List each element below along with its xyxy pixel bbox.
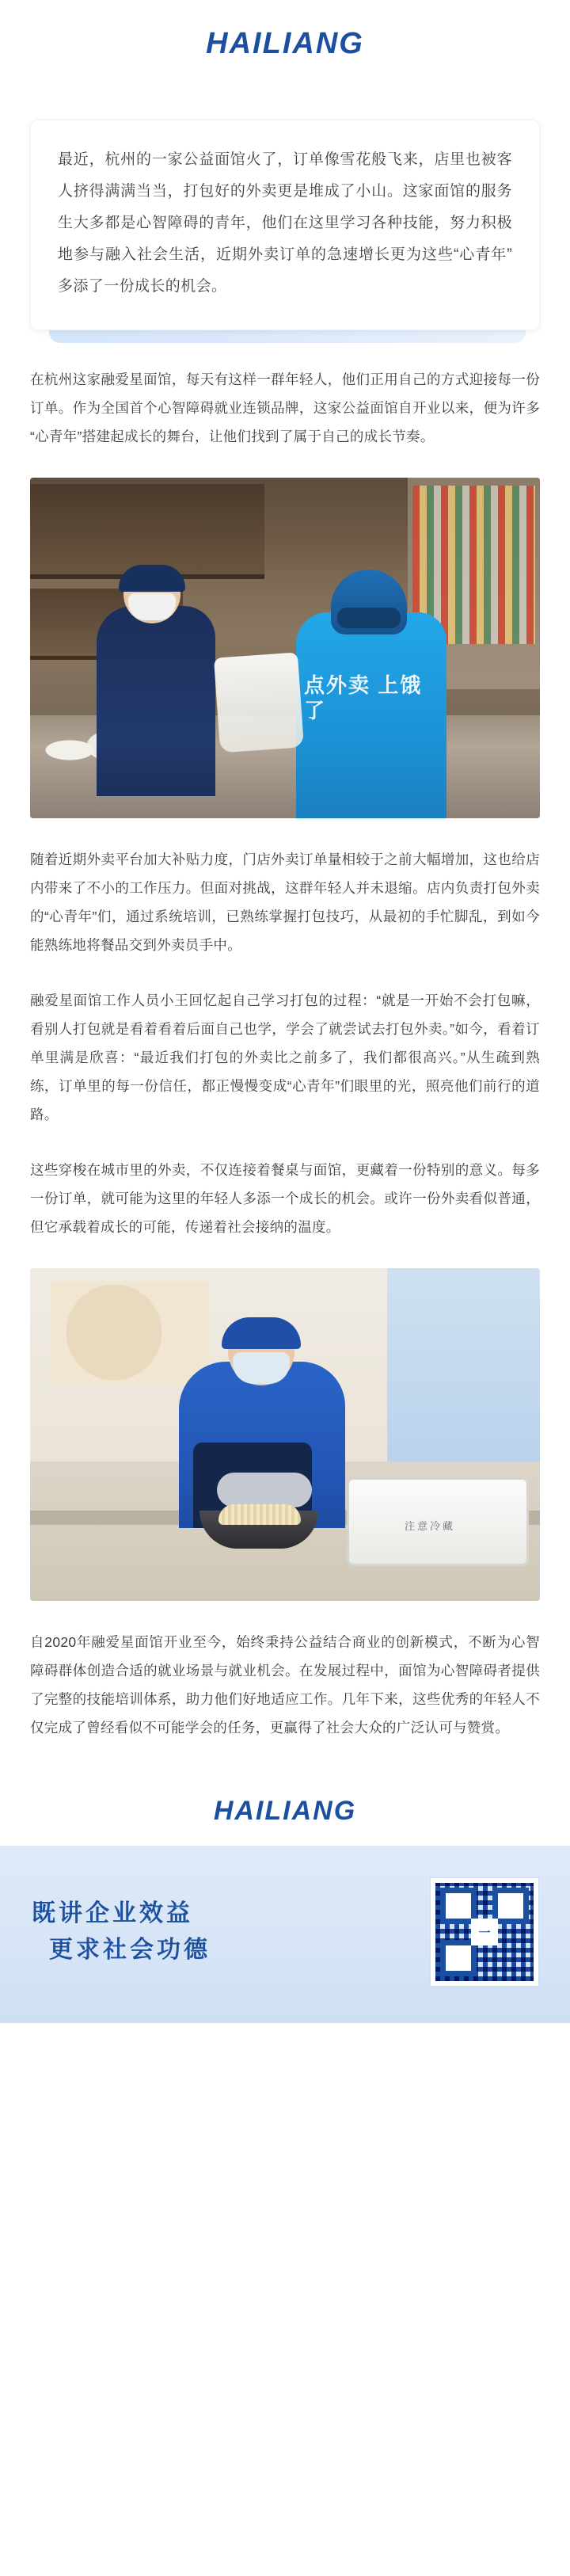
- photo1-rider-jacket-text: 点外卖 上饿了: [304, 673, 423, 722]
- photo2-noodles: [218, 1504, 301, 1525]
- photo1-staff-mask: [128, 593, 176, 620]
- footer-slogan: [32, 1896, 211, 1968]
- paragraph-4: 这些穿梭在城市里的外卖，不仅连接着餐桌与面馆，更藏着一份特别的意义。每多一份订单，就可能为这里的年轻人多添一个成长的机会。或许一份外卖看似普通，但它承载着成长的可能，传递着社会接纳的温度。: [30, 1162, 540, 1235]
- intro-callout: [30, 120, 540, 330]
- photo2-chef-mask: [233, 1352, 290, 1384]
- footer-band: [0, 1846, 570, 2023]
- shop-counter-rider-photo: [30, 478, 540, 818]
- brand-logo: HAILIANG: [206, 27, 364, 60]
- footer-logo-wrap: [0, 1796, 570, 1846]
- header: [0, 0, 570, 82]
- photo2-gloved-hands: [217, 1473, 312, 1507]
- photo2-blue-panel: [387, 1268, 540, 1461]
- footer-slogan-line-1: 既讲企业效益: [32, 1900, 193, 1926]
- photo1-staff-body: [97, 606, 215, 796]
- callout-card: [30, 120, 540, 330]
- photo2-tray-label: 注意冷藏: [404, 1520, 455, 1532]
- paragraph-3: 融爱星面馆工作人员小王回忆起自己学习打包的过程：“就是一开始不会打包嘛，看别人打包就是看着看着后面自己也学，学会了就尝试去打包外卖。”如今，看着订单里满是欣喜：“最近我们打包的外卖比之前多了，我们都很高兴。”从生疏到熟练，订单里的每一份信任，都正慢慢变成“心青年”们眼里的光，照亮他们前行的道路。: [30, 993, 540, 1122]
- paragraph-1: 在杭州这家融爱星面馆，每天有这样一群年轻人，他们正用自己的方式迎接每一份订单。作为全国首个心智障碍就业连锁品牌，这家公益面馆自开业以来，便为许多“心青年”搭建起成长的舞台，让他们找到了属于自己的成长节奏。: [30, 372, 540, 444]
- footer-slogan-line-2: 更求社会功德: [49, 1937, 211, 1963]
- paragraph-5: 自2020年融爱星面馆开业至今，始终秉持公益结合商业的创新模式，不断为心智障碍群体创造合适的就业场景与就业机会。在发展过程中，面馆为心智障碍者提供了完整的技能培训体系，助力他们好地适应工作。几年下来，这些优秀的年轻人不仅完成了曾经看似不可能学会的任务，更赢得了社会大众的广泛认可与赞赏。: [30, 1634, 540, 1736]
- footer: [0, 1778, 570, 2023]
- photo2-wall-art: [51, 1281, 209, 1384]
- qr-center-mark: 一: [471, 1919, 498, 1945]
- article-body: [0, 365, 570, 451]
- photo1-staff-cap: [119, 565, 185, 592]
- qr-code[interactable]: [431, 1878, 538, 1986]
- chef-weighing-noodles-photo: [30, 1268, 540, 1601]
- callout-text: 最近，杭州的一家公益面馆火了，订单像雪花般飞来，店里也被客人挤得满满当当，打包好的外卖更是堆成了小山。这家面馆的服务生大多都是心智障碍的青年，他们在这里学习各种技能，努力积极地参与融入社会生活，近期外卖订单的急速增长更为这些“心青年”多添了一份成长的机会。: [58, 151, 512, 295]
- paragraph-2: 随着近期外卖平台加大补贴力度，门店外卖订单量相较于之前大幅增加，这也给店内带来了不小的工作压力。但面对挑战，这群年轻人并未退缩。店内负责打包外卖的“心青年”们，通过系统培训，已熟练掌握打包技巧，从最初的手忙脚乱，到如今能熟练地将餐品交到外卖员手中。: [30, 852, 540, 953]
- photo2-chef-cap: [222, 1317, 301, 1349]
- photo1-handheld-bag: [214, 652, 304, 753]
- footer-brand-logo: HAILIANG: [213, 1796, 357, 1826]
